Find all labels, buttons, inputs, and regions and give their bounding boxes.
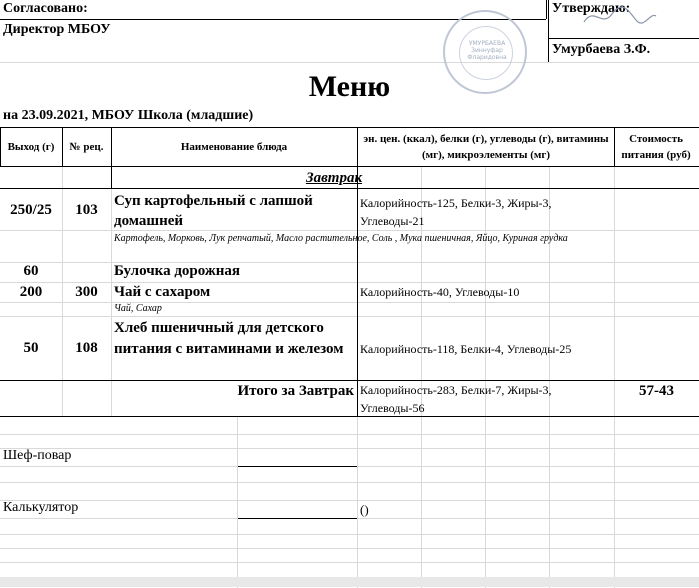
approve-label: Утверждаю: — [552, 1, 631, 16]
col-header-recipe: № рец. — [69, 141, 104, 153]
calculator-extra: () — [360, 502, 369, 517]
item-ingredients: Картофель, Морковь, Лук репчатый, Масло растительное, Соль , Мука пшеничная, Яйцо, Куриная грудка — [114, 233, 568, 244]
item-recipe: 300 — [75, 284, 98, 300]
page-subtitle: на 23.09.2021, МБОУ Школа (младшие) — [3, 108, 254, 123]
item-output: 50 — [23, 340, 39, 356]
director-label: Директор МБОУ — [3, 22, 111, 37]
page-title: Меню — [308, 70, 391, 103]
col-header-energy: эн. цен. (ккал), белки (г), углеводы (г), витамины (мг), микроэлементы (мг) — [363, 133, 609, 161]
stamp-text: УМУРБАЕВА Зиннуфар Фларидовна — [467, 40, 507, 61]
signature-mark — [580, 4, 660, 30]
item-output: 200 — [19, 284, 43, 300]
item-dish: Чай с сахаром — [114, 284, 211, 300]
item-output: 60 — [23, 263, 39, 279]
calculator-label: Калькулятор — [3, 500, 79, 515]
meal-title: Завтрак — [305, 170, 363, 186]
chef-label: Шеф-повар — [3, 448, 72, 463]
item-recipe: 103 — [75, 202, 98, 218]
col-header-cost: Стоимость питания (руб) — [621, 133, 691, 161]
item-dish: Булочка дорожная — [114, 263, 241, 279]
total-cost: 57-43 — [639, 383, 674, 399]
col-header-dish: Наименование блюда — [180, 141, 288, 153]
item-nutrition: Калорийность-40, Углеводы-10 — [360, 285, 520, 299]
item-dish: Суп картофельный с лапшой домашней — [114, 193, 313, 229]
item-output: 250/25 — [10, 202, 52, 218]
col-header-output: Выход (г) — [7, 141, 55, 153]
total-nutrition: Калорийность-283, Белки-7, Жиры-3, Углеводы-56 — [360, 383, 552, 415]
item-nutrition: Калорийность-118, Белки-4, Углеводы-25 — [360, 342, 572, 356]
item-nutrition: Калорийность-125, Белки-3, Жиры-3, Углеводы-21 — [360, 196, 552, 228]
approver-name: Умурбаева З.Ф. — [552, 42, 651, 57]
total-label: Итого за Завтрак — [237, 383, 354, 399]
item-ingredients: Чай, Сахар — [114, 303, 162, 314]
item-dish: Хлеб пшеничный для детского питания с витаминами и железом — [114, 320, 344, 357]
item-recipe: 108 — [75, 340, 98, 356]
agreed-label: Согласовано: — [3, 1, 88, 16]
